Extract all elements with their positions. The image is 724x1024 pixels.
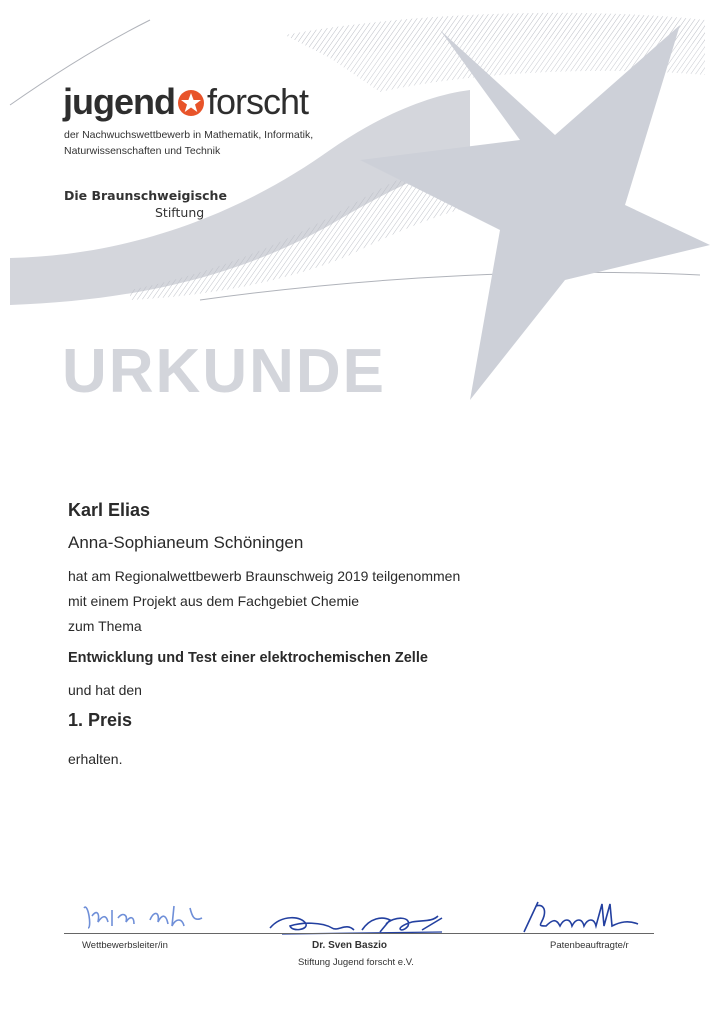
logo-tagline (64, 127, 364, 159)
foundation-line-1: Die Braunschweigische (64, 188, 227, 203)
star-logo-icon (177, 89, 205, 117)
recipient-name: Karl Elias (68, 500, 151, 520)
certificate-title: URKUNDE (62, 337, 386, 406)
logo-word-forscht: forscht (206, 81, 309, 122)
signature-line (64, 933, 654, 934)
recipient-school: Anna-Sophianeum Schöningen (68, 533, 304, 552)
field-text: mit einem Projekt aus dem Fachgebiet Chemie (68, 593, 360, 609)
tagline-line-2: Naturwissenschaften und Technik (64, 145, 221, 157)
left-signature-caption: Wettbewerbsleiter/in (82, 940, 168, 951)
prize-label: 1. Preis (68, 710, 133, 730)
middle-signatory-org: Stiftung Jugend forscht e.V. (298, 957, 414, 968)
received-text: erhalten. (68, 751, 123, 767)
middle-signatory-name: Dr. Sven Baszio (312, 940, 388, 951)
participation-text: hat am Regionalwettbewerb Braunschweig 2019 teilgenommen (68, 568, 461, 584)
right-signature-caption: Patenbeauftragte/r (550, 940, 629, 951)
right-signature (516, 896, 646, 936)
tagline-line-1: der Nachwuchswettbewerb in Mathematik, Informatik, (64, 129, 314, 141)
left-signature (78, 898, 218, 934)
sponsor-foundation (64, 188, 227, 220)
topic-intro-text: zum Thema (68, 618, 142, 634)
project-topic: Entwicklung und Test einer elektrochemischen Zelle (68, 650, 428, 666)
jugend-forscht-logo (63, 82, 308, 122)
logo-word-jugend: jugend (63, 81, 175, 122)
middle-signature (262, 908, 462, 936)
prize-intro-text: und hat den (68, 682, 142, 698)
foundation-line-2: Stiftung (155, 205, 205, 220)
